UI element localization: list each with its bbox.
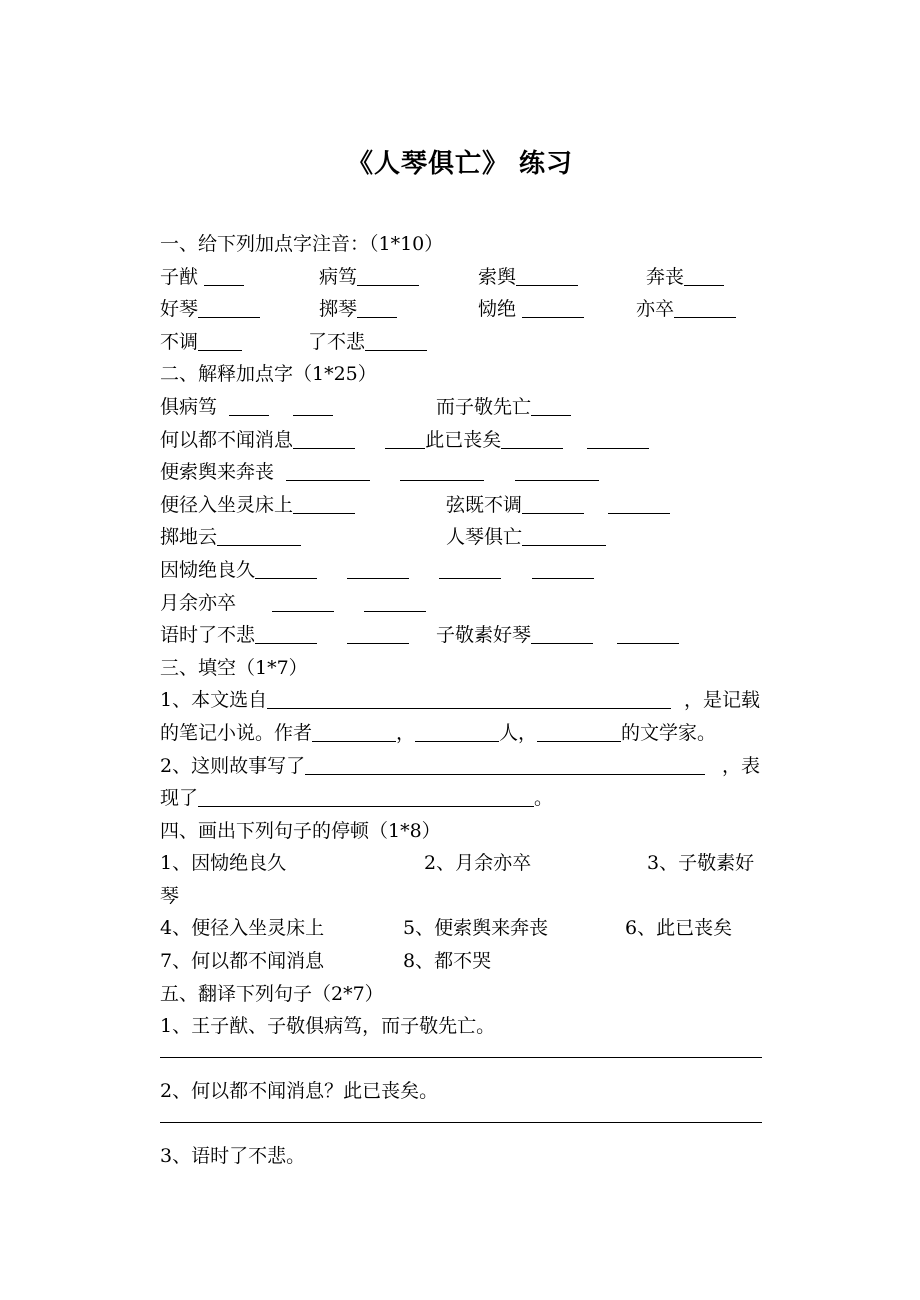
answer-blank[interactable] (385, 428, 425, 449)
s3-q1-line-1 (160, 684, 762, 717)
s2-line-5 (160, 521, 762, 554)
s3-text: 的笔记小说。作者 (160, 721, 313, 744)
s4-row-3 (160, 945, 762, 978)
s1-item (319, 293, 397, 326)
answer-blank[interactable] (501, 428, 563, 449)
s2-phrase: 子敬素好琴 (436, 624, 532, 647)
s3-text: ，表 (722, 754, 761, 777)
s3-text: ，是记载 (684, 689, 761, 712)
answer-blank[interactable] (522, 525, 606, 546)
s3-text: 的文学家。 (621, 721, 717, 744)
answer-blank[interactable] (516, 265, 578, 286)
s4-row-1-wrap (160, 880, 762, 913)
answer-blank[interactable] (684, 265, 724, 286)
answer-blank[interactable] (522, 493, 584, 514)
s1-item (319, 261, 419, 294)
s3-text: 2、这则故事写了 (160, 754, 306, 777)
answer-blank[interactable] (532, 558, 594, 579)
s1-word: 奔丧 (646, 265, 685, 288)
s2-phrase: 因恸绝良久 (160, 558, 256, 581)
s2-line-3 (160, 456, 762, 489)
answer-blank[interactable] (198, 297, 260, 318)
s2-phrase: 弦既不调 (446, 493, 523, 516)
answer-blank[interactable] (347, 623, 409, 644)
s4-item: 7、何以都不闻消息 (160, 950, 325, 973)
s5-sentence-3: 3、语时了不悲。 (160, 1145, 306, 1168)
s1-item (160, 293, 260, 326)
s1-row-2 (160, 293, 762, 326)
s2-phrase: 俱病笃 (160, 395, 218, 418)
answer-line[interactable] (160, 1057, 762, 1058)
s4-item: 5、便索舆来奔丧 (403, 917, 549, 940)
s3-q2-line-2 (160, 782, 762, 815)
s5-answer-area-2 (160, 1107, 762, 1140)
answer-blank[interactable] (522, 297, 584, 318)
s1-word: 恸绝 (478, 298, 517, 321)
s1-word: 了不悲 (308, 330, 366, 353)
s3-q1-line-2 (160, 717, 762, 750)
answer-blank[interactable] (439, 558, 501, 579)
answer-blank[interactable] (617, 623, 679, 644)
answer-blank[interactable] (204, 265, 244, 286)
s2-phrase: 而子敬先亡 (436, 395, 532, 418)
s2-line-2 (160, 424, 762, 457)
s2-phrase: 语时了不悲 (160, 624, 256, 647)
answer-blank[interactable] (255, 558, 317, 579)
s4-row-2 (160, 912, 762, 945)
s3-text: 1、本文选自 (160, 689, 268, 712)
answer-blank[interactable] (293, 395, 333, 416)
s1-row-3 (160, 326, 762, 359)
s1-word: 好琴 (160, 298, 199, 321)
answer-blank[interactable] (415, 721, 499, 742)
answer-blank[interactable] (531, 623, 593, 644)
answer-blank[interactable] (608, 493, 670, 514)
answer-blank[interactable] (198, 786, 534, 807)
s4-item: 琴 (160, 884, 180, 907)
s2-phrase: 人琴俱亡 (446, 526, 523, 549)
s2-phrase: 便径入坐灵床上 (160, 493, 294, 516)
answer-blank[interactable] (587, 428, 649, 449)
s1-word: 不调 (160, 330, 199, 353)
worksheet (160, 228, 762, 1173)
s2-phrase: 此已丧矣 (425, 428, 502, 451)
s2-line-7 (160, 587, 762, 620)
s1-word: 亦卒 (636, 298, 675, 321)
s3-text: 人， (499, 721, 538, 744)
s1-item (636, 293, 736, 326)
answer-blank[interactable] (357, 265, 419, 286)
answer-blank[interactable] (286, 460, 370, 481)
s2-phrase: 月余亦卒 (160, 591, 237, 614)
s1-item (478, 261, 578, 294)
s2-phrase: 何以都不闻消息 (160, 428, 294, 451)
answer-blank[interactable] (293, 493, 355, 514)
page-title: 《人琴俱亡》 练习 (346, 149, 574, 179)
s1-word: 病笃 (319, 265, 358, 288)
s1-item (646, 261, 724, 294)
s1-word: 子猷 (160, 265, 199, 288)
answer-blank[interactable] (537, 721, 621, 742)
answer-blank[interactable] (515, 460, 599, 481)
s1-row-1 (160, 261, 762, 294)
answer-blank[interactable] (365, 330, 427, 351)
s1-item (308, 326, 427, 359)
s2-line-8 (160, 619, 762, 652)
answer-blank[interactable] (674, 297, 736, 318)
s4-item: 3、子敬素好 (647, 852, 755, 875)
s1-word: 掷琴 (319, 298, 358, 321)
s3-q2-line-1 (160, 750, 762, 783)
answer-blank[interactable] (531, 395, 571, 416)
answer-blank[interactable] (357, 297, 397, 318)
s2-line-1 (160, 391, 762, 424)
s3-text: 现了 (160, 787, 199, 810)
section-3-heading: 三、填空（1*7） (160, 656, 308, 679)
section-4-heading: 四、画出下列句子的停顿（1*8） (160, 819, 441, 842)
section-2-heading: 二、解释加点字（1*25） (160, 363, 377, 386)
s4-item: 8、都不哭 (403, 950, 492, 973)
s2-phrase: 便索舆来奔丧 (160, 461, 275, 484)
s3-text: ， (396, 721, 416, 744)
s3-text: 。 (534, 787, 554, 810)
answer-blank[interactable] (364, 591, 426, 612)
answer-blank[interactable] (267, 688, 671, 709)
s4-item: 6、此已丧矣 (625, 917, 733, 940)
s5-answer-area-1 (160, 1043, 762, 1075)
s4-item: 2、月余亦卒 (424, 852, 532, 875)
answer-blank[interactable] (198, 330, 242, 351)
s2-line-6 (160, 554, 762, 587)
section-5-heading: 五、翻译下列句子（2*7） (160, 982, 384, 1005)
answer-blank[interactable] (229, 395, 269, 416)
answer-blank[interactable] (347, 558, 409, 579)
answer-blank[interactable] (312, 721, 396, 742)
answer-blank[interactable] (255, 623, 317, 644)
answer-blank[interactable] (293, 428, 355, 449)
answer-blank[interactable] (400, 460, 484, 481)
s4-row-1 (160, 847, 762, 880)
answer-blank[interactable] (305, 754, 705, 775)
s1-item (160, 261, 244, 294)
s2-line-4 (160, 489, 762, 522)
answer-blank[interactable] (217, 525, 301, 546)
s4-item: 1、因恸绝良久 (160, 852, 287, 875)
s1-item (160, 326, 242, 359)
s1-word: 索舆 (478, 265, 517, 288)
s2-phrase: 掷地云 (160, 526, 218, 549)
answer-line[interactable] (160, 1122, 762, 1123)
s5-sentence-1: 1、王子猷、子敬俱病笃，而子敬先亡。 (160, 1015, 496, 1038)
s1-item (478, 293, 584, 326)
answer-blank[interactable] (272, 591, 334, 612)
s4-item: 4、便径入坐灵床上 (160, 917, 325, 940)
s5-sentence-2: 2、何以都不闻消息？此已丧矣。 (160, 1079, 439, 1102)
section-1-heading: 一、给下列加点字注音：（1*10） (160, 233, 444, 255)
